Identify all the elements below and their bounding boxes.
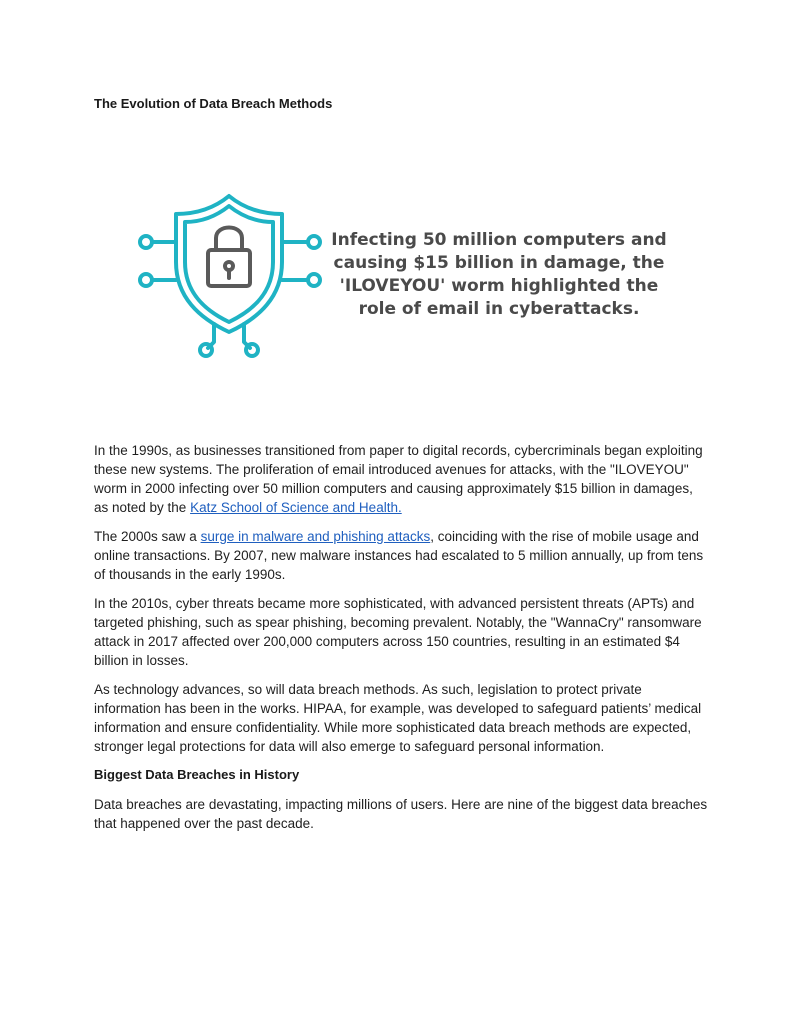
paragraph-biggest-intro: Data breaches are devastating, impacting millions of users. Here are nine of the biggest data breaches that happened over the past decade. [94,797,708,831]
paragraph-1990s-text: In the 1990s, as businesses transitioned from paper to digital records, cybercriminals began exploiting these new systems. The proliferation of email introduced avenues for attacks, with the "ILOVEYOU" worm in 2000 infecting over 50 million computers and causing approximately $15 billion in damages, as noted by the [94,443,703,515]
malware-phishing-link[interactable]: surge in malware and phishing attacks [200,529,431,544]
paragraph-1990s [94,441,710,517]
katz-school-link[interactable]: Katz School of Science and Health. [190,500,402,515]
section-heading-biggest-breaches: Biggest Data Breaches in History [94,767,300,782]
paragraph-2010s: In the 2010s, cyber threats became more sophisticated, with advanced persistent threats (APTs) and targeted phishing, such as spear phishing, becoming prevalent. Notably, the "WannaCry" ransomware attack in 2017 affected over 200,000 computers across 150 countries, resulting in an estimated $4 billion in losses. [94,596,702,668]
infographic-panel [134,192,674,364]
shield-lock-circuit-icon [134,192,334,364]
paragraph-2000s-before: The 2000s saw a [94,529,201,544]
paragraph-2000s-after: , coinciding with the rise of mobile usage and online transactions. By 2007, new malware instances had escalated to 5 million annually, up from tens of thousands in the early 1990s. [94,529,704,582]
paragraph-legislation: As technology advances, so will data breach methods. As such, legislation to protect private information has been in the works. HIPAA, for example, was developed to safeguard patients’ medical information and ensure confidentiality. While more sophisticated data breach methods are expected, stronger legal protections for data will also emerge to safeguard personal information. [94,682,702,754]
paragraph-2000s [94,527,710,584]
section-heading-evolution: The Evolution of Data Breach Methods [94,96,333,111]
infographic-callout-text: Infecting 50 million computers and causing $15 billion in damage, the 'ILOVEYOU' worm highlighted the role of email in cyberattacks. [331,230,667,319]
